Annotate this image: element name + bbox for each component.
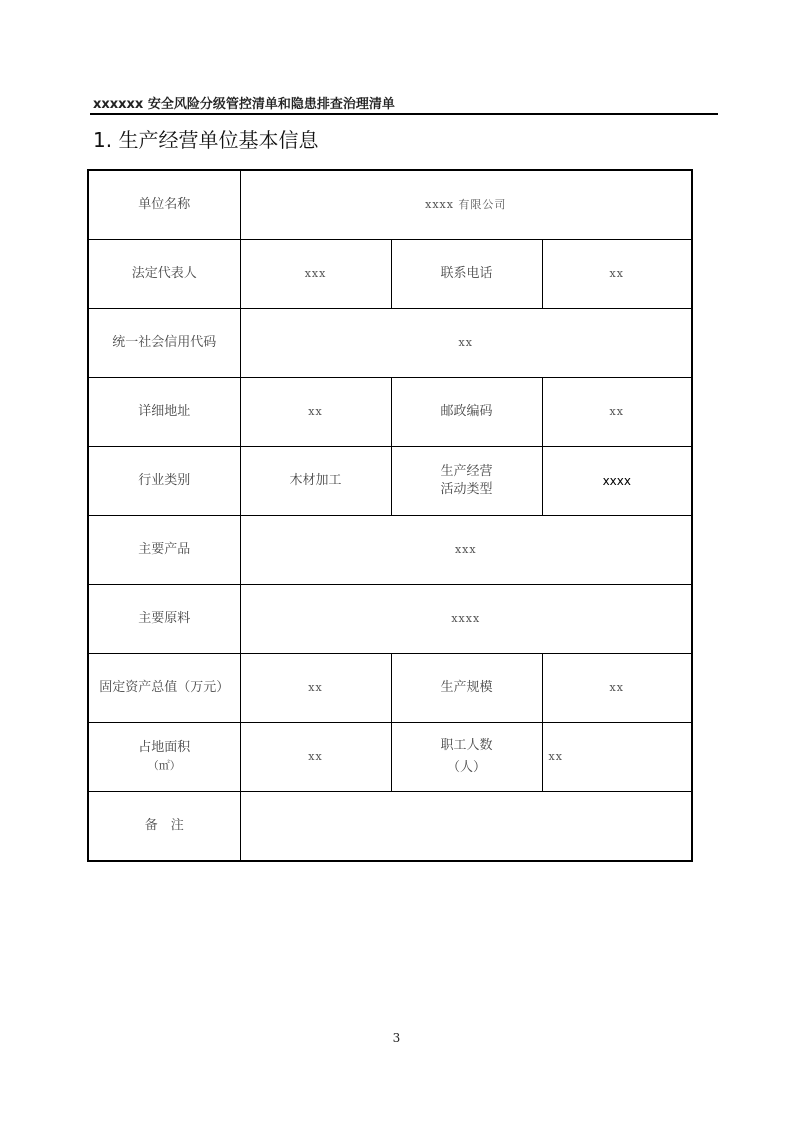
field-value: xx [240, 723, 391, 792]
table-row [88, 309, 692, 378]
field-label: 邮政编码 [391, 378, 542, 447]
field-label: 主要产品 [88, 516, 240, 585]
field-label: 法定代表人 [88, 240, 240, 309]
field-label: 详细地址 [88, 378, 240, 447]
field-value: xx [542, 723, 692, 792]
header-divider [90, 113, 718, 115]
section-title: 1. 生产经营单位基本信息 [93, 128, 319, 152]
field-label: 备 注 [88, 792, 240, 862]
field-label [88, 723, 240, 792]
table-row [88, 723, 692, 792]
label-line: （人） [446, 760, 486, 775]
field-label [391, 447, 542, 516]
page-number: 3 [392, 1031, 401, 1045]
label-line: （㎡） [147, 759, 181, 772]
table-row [88, 240, 692, 309]
field-label: 固定资产总值（万元） [88, 654, 240, 723]
field-value: xx [542, 654, 692, 723]
field-label: 联系电话 [391, 240, 542, 309]
field-value: xx [542, 240, 692, 309]
table-row [88, 585, 692, 654]
field-value [240, 792, 692, 862]
field-label: 主要原料 [88, 585, 240, 654]
table-row [88, 447, 692, 516]
table-row [88, 516, 692, 585]
field-value: xxx [240, 240, 391, 309]
field-value: xx [240, 378, 391, 447]
field-label: 统一社会信用代码 [88, 309, 240, 378]
field-value: xx [240, 309, 692, 378]
field-label: 生产规模 [391, 654, 542, 723]
table-row [88, 792, 692, 862]
field-value: xx [542, 378, 692, 447]
table-row [88, 170, 692, 240]
field-value: xx [240, 654, 391, 723]
label-line: 职工人数 [440, 738, 493, 753]
field-label: 行业类别 [88, 447, 240, 516]
basic-info-table [87, 169, 693, 862]
field-value: xxxx 有限公司 [240, 170, 692, 240]
label-line: 占地面积 [138, 740, 191, 755]
field-label [391, 723, 542, 792]
field-value: xxx [240, 516, 692, 585]
field-label: 单位名称 [88, 170, 240, 240]
document-header: xxxxxx 安全风险分级管控清单和隐患排查治理清单 [93, 97, 395, 112]
label-line: 活动类型 [440, 482, 493, 497]
table-row [88, 654, 692, 723]
field-value: xxxx [240, 585, 692, 654]
table-row [88, 378, 692, 447]
field-value: xxxx [542, 447, 692, 516]
label-line: 生产经营 [440, 464, 493, 479]
field-value: 木材加工 [240, 447, 391, 516]
